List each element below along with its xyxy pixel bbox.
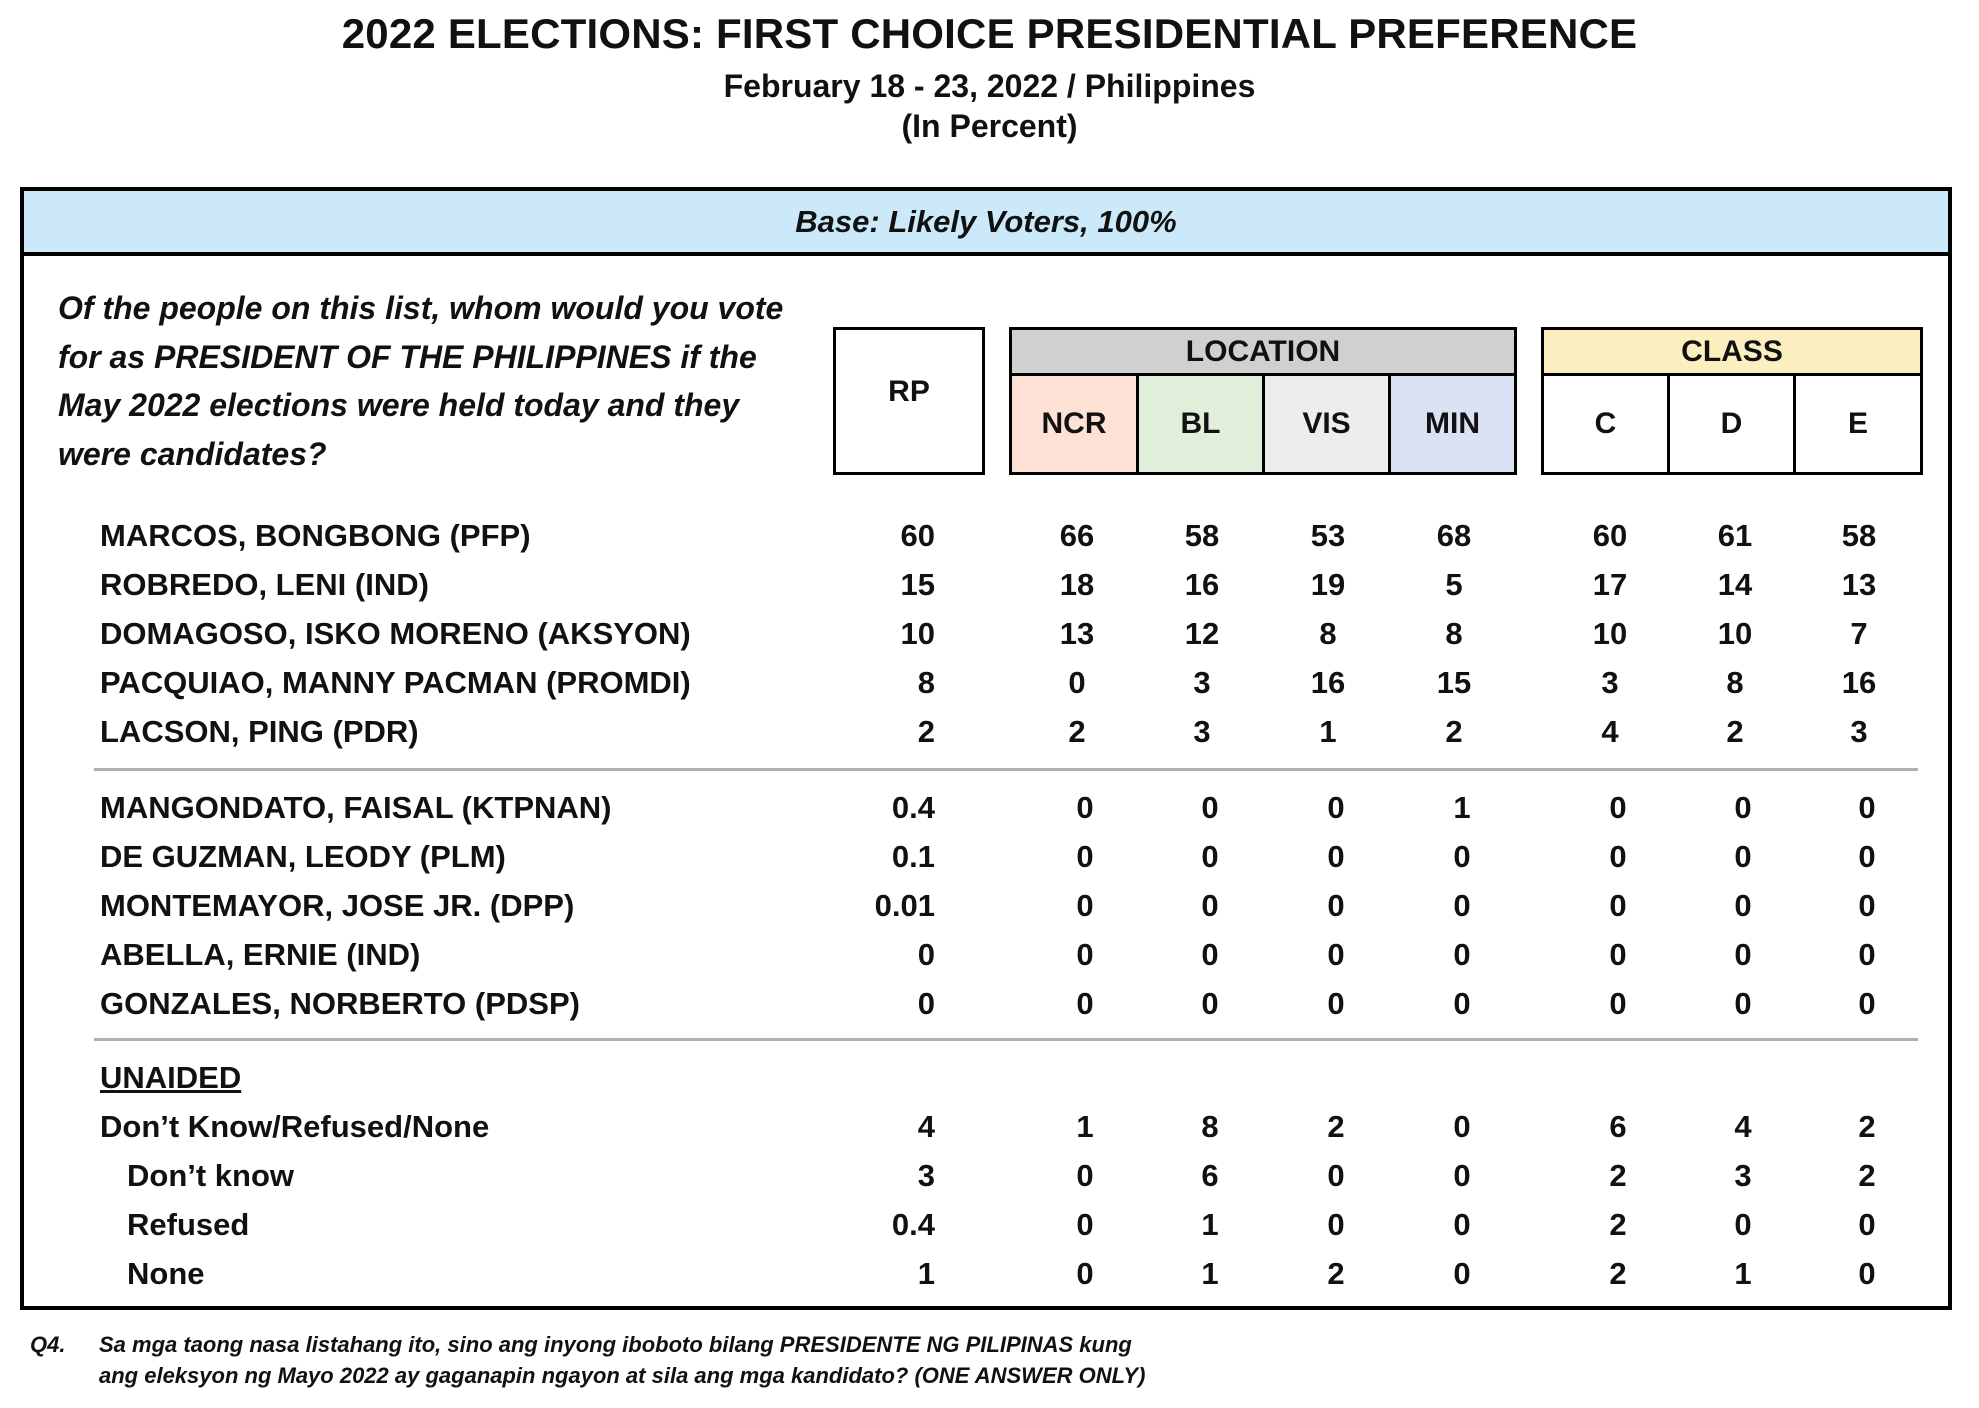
candidate-label: LACSON, PING (PDR) [100, 714, 419, 749]
c-value: 4 [1601, 714, 1619, 749]
rp-value: 4 [917, 1109, 935, 1144]
rp-value: 1 [917, 1256, 935, 1291]
e-value: 2 [1858, 1158, 1876, 1193]
d-value: 0 [1734, 1207, 1752, 1242]
unaided-label: Don’t Know/Refused/None [100, 1109, 490, 1144]
e-value: 0 [1858, 1256, 1876, 1291]
min-value: 2 [1445, 714, 1463, 749]
ncr-value: 66 [1059, 518, 1095, 553]
e-value: 0 [1858, 986, 1876, 1021]
c-value: 2 [1609, 1158, 1627, 1193]
unit-label: (In Percent) [901, 108, 1078, 144]
min-value: 8 [1445, 616, 1463, 651]
section-divider [94, 768, 1918, 771]
min-value: 1 [1453, 790, 1471, 825]
ncr-value: 2 [1068, 714, 1086, 749]
ncr-value: 0 [1068, 665, 1086, 700]
c-value: 6 [1609, 1109, 1627, 1144]
vis-value: 0 [1327, 986, 1345, 1021]
section-divider [94, 1038, 1918, 1041]
d-value: 0 [1734, 888, 1752, 923]
col-header-min: MIN [1391, 376, 1514, 472]
min-value: 15 [1436, 665, 1472, 700]
bl-value: 0 [1201, 937, 1219, 972]
page-subtitle: February 18 - 23, 2022 / Philippines [723, 68, 1256, 104]
col-header-c: C [1544, 376, 1670, 472]
d-value: 2 [1726, 714, 1744, 749]
e-value: 0 [1858, 888, 1876, 923]
vis-value: 16 [1310, 665, 1346, 700]
ncr-value: 0 [1076, 1207, 1094, 1242]
class-group-header: CLASS [1544, 330, 1920, 376]
d-value: 1 [1734, 1256, 1752, 1291]
c-value: 10 [1592, 616, 1628, 651]
c-value: 0 [1609, 888, 1627, 923]
e-value: 3 [1850, 714, 1868, 749]
vis-value: 19 [1310, 567, 1346, 602]
vis-value: 53 [1310, 518, 1346, 553]
class-header-box [1541, 327, 1923, 475]
rp-value: 2 [917, 714, 935, 749]
min-value: 0 [1453, 1158, 1471, 1193]
c-value: 17 [1592, 567, 1628, 602]
footnote-line-1: Sa mga taong nasa listahang ito, sino ang inyong iboboto bilang PRESIDENTE NG PILIPINAS kung [99, 1332, 1132, 1357]
min-value: 68 [1436, 518, 1472, 553]
bl-value: 0 [1201, 986, 1219, 1021]
vis-value: 0 [1327, 888, 1345, 923]
d-value: 0 [1734, 986, 1752, 1021]
rp-value: 0.01 [874, 888, 935, 923]
bl-value: 16 [1184, 567, 1220, 602]
ncr-value: 0 [1076, 937, 1094, 972]
candidate-label: DE GUZMAN, LEODY (PLM) [100, 839, 506, 874]
min-value: 0 [1453, 937, 1471, 972]
rp-header: RP [888, 375, 930, 408]
rp-value: 0.4 [891, 790, 935, 825]
rp-value: 3 [917, 1158, 935, 1193]
e-value: 16 [1841, 665, 1877, 700]
bl-value: 12 [1184, 616, 1220, 651]
unaided-label: Refused [127, 1207, 250, 1242]
candidate-label: GONZALES, NORBERTO (PDSP) [100, 986, 580, 1021]
rp-value: 0 [917, 937, 935, 972]
c-value: 0 [1609, 937, 1627, 972]
col-header-e: E [1847, 407, 1868, 440]
e-value: 0 [1858, 1207, 1876, 1242]
vis-value: 0 [1327, 839, 1345, 874]
base-band: Base: Likely Voters, 100% [24, 191, 1948, 256]
bl-value: 1 [1201, 1256, 1219, 1291]
e-value: 58 [1841, 518, 1877, 553]
vis-value: 0 [1327, 937, 1345, 972]
rp-value: 8 [917, 665, 935, 700]
min-value: 0 [1453, 888, 1471, 923]
d-value: 3 [1734, 1158, 1752, 1193]
ncr-value: 0 [1076, 888, 1094, 923]
vis-value: 2 [1327, 1109, 1345, 1144]
candidate-label: MARCOS, BONGBONG (PFP) [100, 518, 531, 553]
c-value: 3 [1601, 665, 1619, 700]
col-header-d: D [1670, 376, 1796, 472]
vis-value: 2 [1327, 1256, 1345, 1291]
footnote-code: Q4. [30, 1332, 66, 1357]
candidate-label: MONTEMAYOR, JOSE JR. (DPP) [100, 888, 575, 923]
vis-value: 0 [1327, 790, 1345, 825]
min-value: 0 [1453, 839, 1471, 874]
rp-value: 0.1 [891, 839, 935, 874]
bl-value: 0 [1201, 839, 1219, 874]
ncr-value: 0 [1076, 986, 1094, 1021]
page-title: 2022 ELECTIONS: FIRST CHOICE PRESIDENTIAL PREFERENCE [341, 10, 1638, 57]
vis-value: 0 [1327, 1158, 1345, 1193]
col-header-vis: VIS [1265, 376, 1391, 472]
e-value: 0 [1858, 790, 1876, 825]
rp-value: 10 [900, 616, 935, 651]
d-value: 0 [1734, 790, 1752, 825]
ncr-value: 13 [1059, 616, 1095, 651]
footnote-line-2: ang eleksyon ng Mayo 2022 ay gaganapin ngayon at sila ang mga kandidato? (ONE ANSWER ONLY) [99, 1363, 1146, 1388]
min-value: 0 [1453, 986, 1471, 1021]
vis-value: 0 [1327, 1207, 1345, 1242]
bl-value: 1 [1201, 1207, 1219, 1242]
location-group-header: LOCATION [1012, 330, 1514, 376]
d-value: 14 [1717, 567, 1753, 602]
bl-value: 58 [1184, 518, 1220, 553]
c-value: 2 [1609, 1256, 1627, 1291]
d-value: 10 [1717, 616, 1753, 651]
c-value: 0 [1609, 986, 1627, 1021]
candidate-label: ABELLA, ERNIE (IND) [100, 937, 421, 972]
candidate-label: PACQUIAO, MANNY PACMAN (PROMDI) [100, 665, 691, 700]
d-value: 0 [1734, 937, 1752, 972]
candidate-label: MANGONDATO, FAISAL (KTPNAN) [100, 790, 612, 825]
c-value: 2 [1609, 1207, 1627, 1242]
ncr-value: 0 [1076, 839, 1094, 874]
vis-value: 8 [1319, 616, 1337, 651]
question-text: Of the people on this list, whom would you vote for as PRESIDENT OF THE PHILIPPINES if the May 2022 elections were held today and they were candidates? [58, 290, 784, 472]
c-value: 60 [1592, 518, 1628, 553]
min-value: 0 [1453, 1109, 1471, 1144]
e-value: 0 [1858, 839, 1876, 874]
bl-value: 3 [1193, 665, 1211, 700]
ncr-value: 0 [1076, 790, 1094, 825]
unaided-label: Don’t know [127, 1158, 295, 1193]
e-value: 0 [1858, 937, 1876, 972]
e-value: 7 [1850, 616, 1868, 651]
rp-value: 15 [900, 567, 935, 602]
d-value: 8 [1726, 665, 1744, 700]
d-value: 4 [1734, 1109, 1752, 1144]
candidate-label: ROBREDO, LENI (IND) [100, 567, 429, 602]
ncr-value: 1 [1076, 1109, 1094, 1144]
ncr-value: 18 [1059, 567, 1095, 602]
rp-value: 0.4 [891, 1207, 935, 1242]
bl-value: 0 [1201, 888, 1219, 923]
e-value: 2 [1858, 1109, 1876, 1144]
d-value: 61 [1717, 518, 1753, 553]
d-value: 0 [1734, 839, 1752, 874]
rp-header-box [833, 327, 985, 475]
c-value: 0 [1609, 790, 1627, 825]
unaided-heading: UNAIDED [100, 1060, 242, 1095]
bl-value: 3 [1193, 714, 1211, 749]
bl-value: 6 [1201, 1158, 1219, 1193]
min-value: 0 [1453, 1207, 1471, 1242]
rp-value: 60 [900, 518, 935, 553]
col-header-ncr: NCR [1012, 376, 1139, 472]
ncr-value: 0 [1076, 1158, 1094, 1193]
unaided-label: None [127, 1256, 205, 1291]
location-header-box [1009, 327, 1517, 475]
ncr-value: 0 [1076, 1256, 1094, 1291]
vis-value: 1 [1319, 714, 1337, 749]
e-value: 13 [1841, 567, 1877, 602]
candidate-label: DOMAGOSO, ISKO MORENO (AKSYON) [100, 616, 691, 651]
min-value: 0 [1453, 1256, 1471, 1291]
bl-value: 8 [1201, 1109, 1219, 1144]
c-value: 0 [1609, 839, 1627, 874]
col-header-bl: BL [1139, 376, 1265, 472]
bl-value: 0 [1201, 790, 1219, 825]
min-value: 5 [1445, 567, 1463, 602]
rp-value: 0 [917, 986, 935, 1021]
